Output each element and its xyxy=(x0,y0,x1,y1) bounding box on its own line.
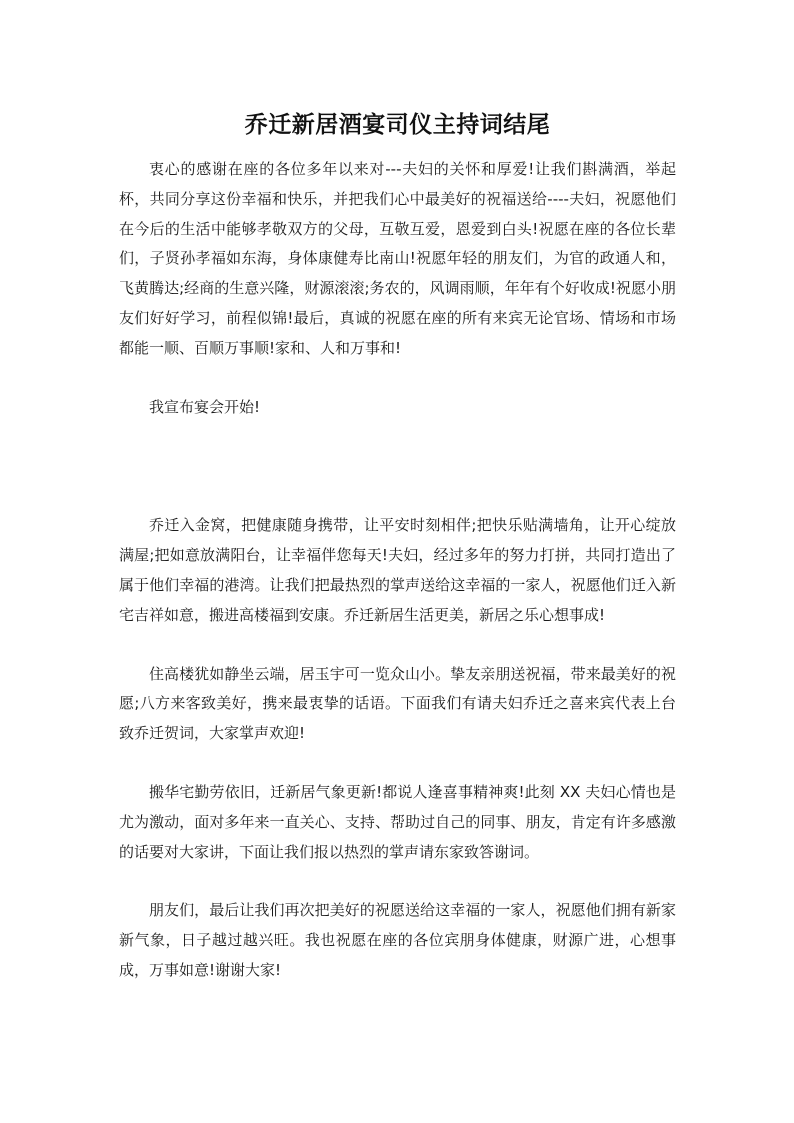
paragraph-host-thanks-intro: 搬华宅勤劳依旧，迁新居气象更新!都说人逢喜事精神爽!此刻 XX 夫妇心情也是尤为激动，面对多年来一直关心、支持、帮助过自己的同事、朋友，肯定有许多感激的话要对大家讲，下面让我们报以热烈的掌声请东家致答谢词。 xyxy=(119,782,676,861)
paragraph-spacer xyxy=(119,364,676,393)
paragraph-spacer xyxy=(119,631,676,660)
paragraph-spacer xyxy=(119,749,676,778)
paragraph-banquet-start: 我宣布宴会开始! xyxy=(149,397,261,416)
document-title: 乔迁新居酒宴司仪主持词结尾 xyxy=(244,112,551,138)
paragraph-housewarming-wishes: 乔迁入金窝，把健康随身携带，让平安时刻相伴;把快乐贴满墙角，让开心绽放满屋;把如意放满阳台，让幸福伴您每天!夫妇，经过多年的努力打拼，共同打造出了属于他们幸福的港湾。让我们把最热烈的掌声送给这幸福的一家人，祝愿他们迁入新宅吉祥如意，搬进高楼福到安康。乔迁新居生活更美，新居之乐心想事成! xyxy=(119,516,676,624)
paragraph-spacer xyxy=(119,422,676,511)
paragraph-spacer xyxy=(119,867,676,896)
paragraph-final-thanks: 朋友们，最后让我们再次把美好的祝愿送给这幸福的一家人，祝愿他们拥有新家新气象，日子越过越兴旺。我也祝愿在座的各位宾朋身体健康，财源广进，心想事成，万事如意!谢谢大家! xyxy=(119,901,676,979)
paragraph-guest-speech-intro: 住高楼犹如静坐云端，居玉宇可一览众山小。挚友亲朋送祝福，带来最美好的祝愿;八方来客致美好，携来最衷挚的话语。下面我们有请夫妇乔迁之喜来宾代表上台致乔迁贺词，大家掌声欢迎! xyxy=(119,664,676,743)
paragraph-closing-blessings: 衷心的感谢在座的各位多年以来对---夫妇的关怀和厚爱!让我们斟满酒，举起杯，共同分享这份幸福和快乐，并把我们心中最美好的祝福送给----夫妇，祝愿他们在今后的生活中能够孝敬双方的父母，互敬互爱，恩爱到白头!祝愿在座的各位长辈们，子贤孙孝福如东海，身体康健寿比南山!祝愿年轻的朋友们，为官的政通人和，飞黄腾达;经商的生意兴隆，财源滚滚;务农的，风调雨顺，年年有个好收成!祝愿小朋友们好好学习，前程似锦!最后，真诚的祝愿在座的所有来宾无论官场、情场和市场都能一顺、百顺万事顺!家和、人和万事和! xyxy=(119,160,676,357)
